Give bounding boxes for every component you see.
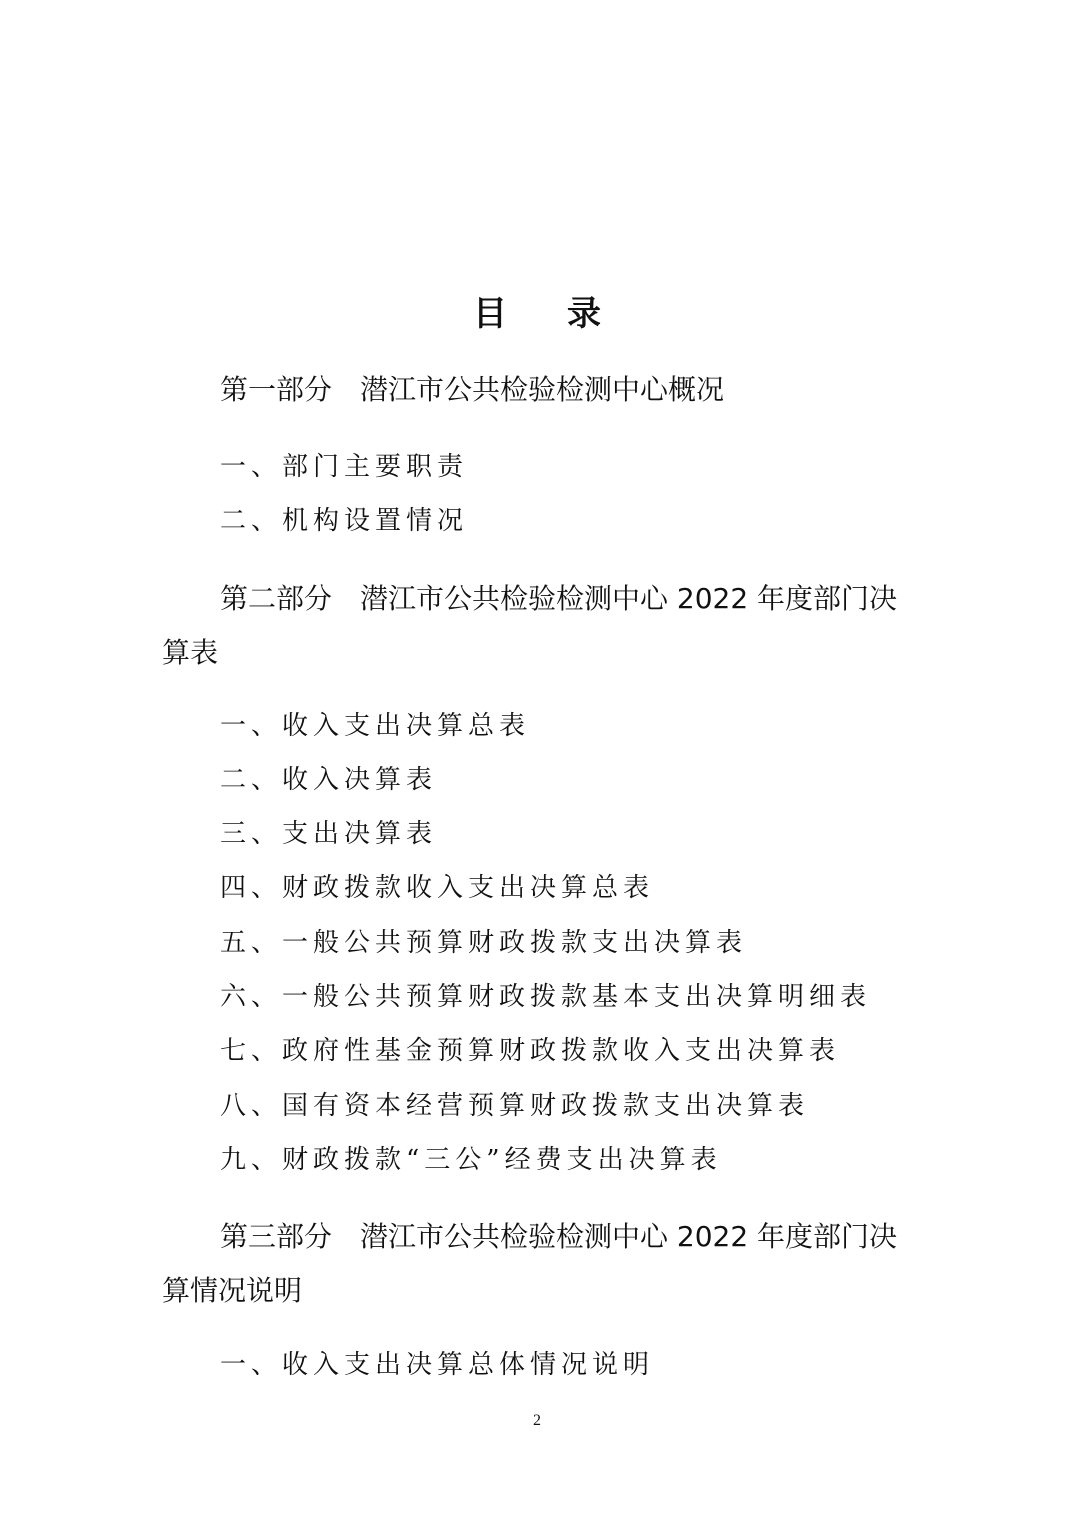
toc-item-2-1: 一、收入支出决算总表: [220, 711, 531, 741]
toc-item-1-1: 一、部门主要职责: [220, 452, 469, 482]
toc-title: 目录: [473, 294, 661, 334]
part-1-heading: 第一部分 潜江市公共检验检测中心概况: [220, 373, 725, 406]
toc-item-2-7: 七、政府性基金预算财政拨款收入支出决算表: [220, 1036, 841, 1066]
toc-item-2-8: 八、国有资本经营预算财政拨款支出决算表: [220, 1091, 810, 1121]
toc-item-2-3: 三、支出决算表: [220, 819, 438, 849]
part-3-heading: 第三部分 潜江市公共检验检测中心 2022 年度部门决算情况说明: [162, 1220, 898, 1307]
toc-item-2-5: 五、一般公共预算财政拨款支出决算表: [220, 928, 748, 958]
page-number: 2: [533, 1412, 541, 1429]
toc-item-2-6: 六、一般公共预算财政拨款基本支出决算明细表: [220, 982, 872, 1012]
toc-item-1-2: 二、机构设置情况: [220, 506, 469, 536]
toc-item-2-9: 九、财政拨款“三公”经费支出决算表: [220, 1145, 722, 1175]
toc-item-2-4: 四、财政拨款收入支出决算总表: [220, 873, 655, 903]
toc-item-3-1: 一、收入支出决算总体情况说明: [220, 1350, 655, 1380]
part-2-heading: 第二部分 潜江市公共检验检测中心 2022 年度部门决算表: [162, 582, 898, 669]
toc-item-2-2: 二、收入决算表: [220, 765, 438, 795]
